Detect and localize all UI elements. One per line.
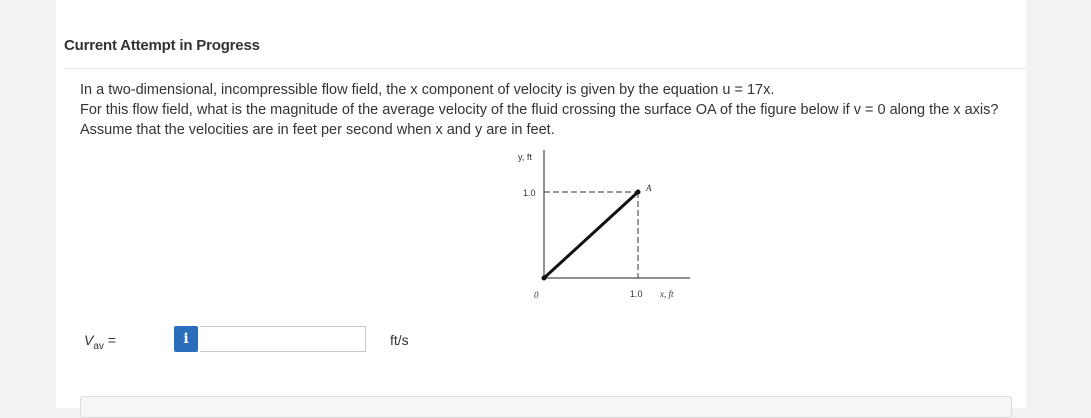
y-axis-label: y, ft [518, 152, 532, 162]
answer-row [84, 324, 584, 356]
vav-symbol: V [84, 332, 94, 348]
bottom-panel [80, 396, 1012, 418]
vav-equals: = [103, 332, 116, 348]
question-panel [56, 0, 1026, 408]
point-a [636, 190, 641, 195]
x-tick-label: 1.0 [630, 289, 643, 299]
surface-oa [544, 192, 638, 278]
x-axis-label: x, ft [660, 289, 674, 299]
point-a-label: A [646, 183, 652, 193]
vav-subscript: av [93, 340, 104, 352]
divider [64, 68, 1026, 69]
question-text [80, 80, 1010, 140]
attempt-title: Current Attempt in Progress [64, 37, 260, 54]
info-icon[interactable]: i [174, 326, 198, 352]
y-tick-label: 1.0 [523, 188, 536, 198]
flow-figure [460, 146, 700, 306]
question-line-1: In a two-dimensional, incompressible flow field, the x component of velocity is given by the equation u = 17x. [80, 82, 775, 98]
figure-svg [460, 146, 700, 306]
answer-input[interactable] [200, 326, 366, 352]
question-line-2: For this flow field, what is the magnitude of the average velocity of the fluid crossing the surface OA of the figure below if v = 0 along the x axis? Assume that the velocities are in feet per second when x and y are in feet. [80, 102, 999, 138]
point-o [542, 276, 547, 281]
vav-label [84, 332, 116, 352]
origin-label: 0 [534, 290, 539, 300]
unit-label: ft/s [390, 332, 409, 348]
